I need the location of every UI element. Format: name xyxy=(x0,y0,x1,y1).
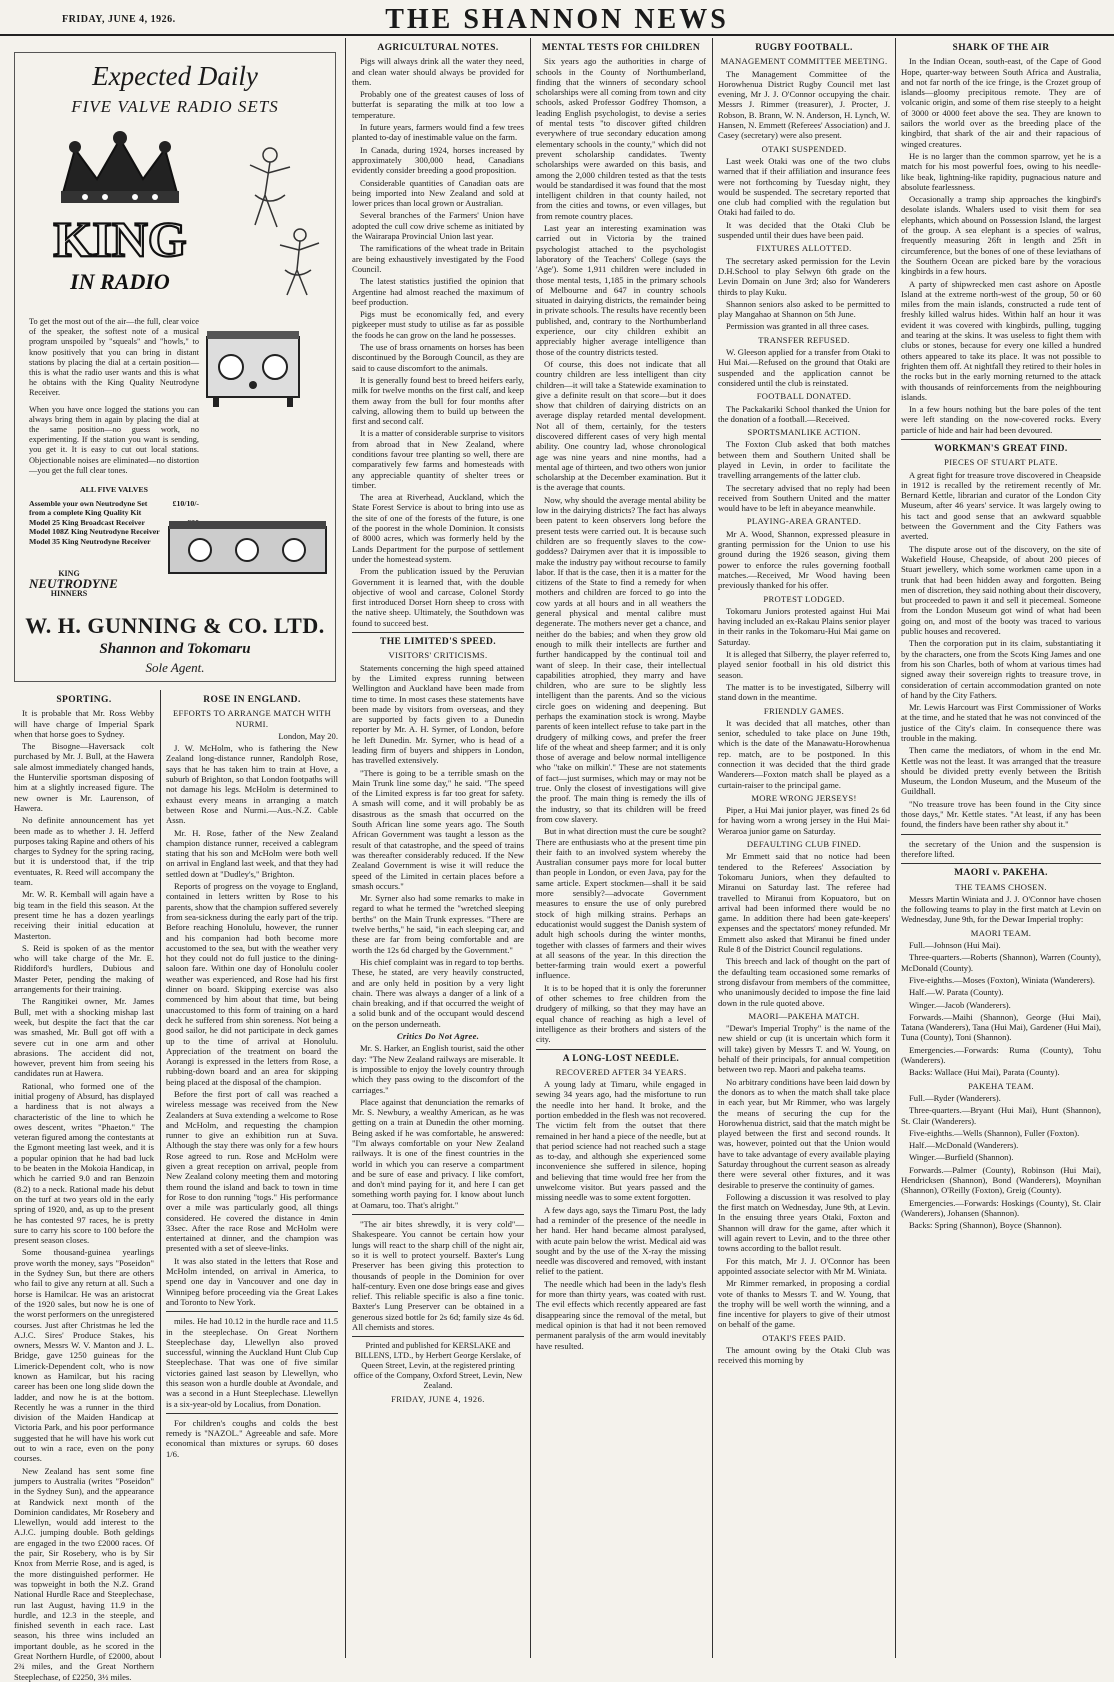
section-heading: PLAYING-AREA GRANTED. xyxy=(746,516,862,527)
column-rule xyxy=(160,690,161,1658)
team-line: Three-quarters.—Roberts (Shannon), Warren (County), McDonald (County). xyxy=(901,952,1101,973)
paragraph: It is alleged that Silberry, the player referred to, played senior football in his old district this season. xyxy=(718,649,890,680)
paragraph: It is to be hoped that it is only the forerunner of other schemes to free children from the drudgery of milking, so that they may have an equal chance of reaching as high a level of intelligence as their brothers and sisters of the city. xyxy=(536,982,706,1045)
paragraph: It was also stated in the letters that Rose and McHolm intended, on arrival in America, to spend one day in Vancouver and one day in Winnipeg before proceeding via the Great Lakes and Toronto to New York. xyxy=(166,1255,338,1307)
paragraph: It is a matter of considerable surprise to visitors from abroad that in New Zealand, where conditions favour tree planting so well, there are comparatively few farms and homesteads with any appreciable quantity of shelter trees or timber. xyxy=(352,428,524,490)
paragraph: J. W. McHolm, who is fathering the New Zealand long-distance runner, Randolph Rose, says that he has taken him to train at Hove, a suburb of Brighton, so that London footpaths will not damage his legs. McHolm is determined to exhaust every means in arranging a match between Rose and Nurmi.—Aus.-N.Z. Cable Assn. xyxy=(166,743,338,826)
paragraph: The use of brass ornaments on horses has been discontinued by the Borough Council, as they are said to cause discomfort to the animals. xyxy=(352,342,524,373)
sole-agent: Sole Agent. xyxy=(145,660,205,675)
paragraph: Rational, who formed one of the initial progeny of Absurd, has displayed a hardiness that is not always a characteristic of the line to which he owes descent, writes "Phaeton." The veteran figured among the contestants at the Egmont meeting last week, and it is a popular opinion that he had bad luck to be beaten in the Mokoia Handicap, in which he carried 9.0 and ran Benzoin (8.2) to a neck. Rational made his debut on the turf at two years old in the early spring of 1920, and, as up to the present he has contested 97 races, he is pretty sure to carry his score to 100 before the present season closes. xyxy=(14,1080,154,1246)
team-line: Backs: Spring (Shannon), Boyce (Shannon). xyxy=(909,1220,1062,1231)
section-heading: FOOTBALL DONATED. xyxy=(756,391,852,402)
paragraph: A few days ago, says the Timaru Post, the lady had a reminder of the presence of the needle in her hand. Her hand became almost paralysed, with acute pain below the wrist. Medical aid was sought and by the use of the X-ray the missing needle was discovered and removed, with instant relief to the patient. xyxy=(536,1204,706,1277)
paragraph: Now, why should the average mental ability be low in the dairying districts? The fact has always been patent to keen observers long before the present tests were carried out. It is because such children are so frequently slaves to the cow-goddess? Dairymen aver that it is impossible to make the industry pay without recourse to family labor. If that is the case, then it is a matter for the citizens of the State to find a remedy for when mothers and children are forced to go into the cow yards at all hours and in all weathers the general physical and mental calibre must degenerate. The mothers never get a chance, and neither do the babies; and when they grow old enough to milk their intellects are further and further handicapped by the continual toil and want of sleep. In their case, their intellectual capabilities atrophied, they marry and have children, who are sure to be slightly less intelligent than the parents. And so the vicious circle goes on widening and deepening. But perhaps the examination stock is wrong. Maybe parents of keen intellect refuse to take part in the drudgery of milking cows, and prefer the freer life of the wheat and sheep farmer; and it is only those of average and below normal intelligence who "take on milkin'." These are not statements of fact—just surmises, which may or may not be true. Only the closest of investigations will give the proof. The main thing is remedy the ills of the industry, so that its children will be freed from cow slavery. xyxy=(536,494,706,824)
paragraph: In future years, farmers would find a few trees planted to-day of inestimable value on the farm. xyxy=(352,122,524,143)
paragraph: The needle which had been in the lady's flesh for more than thirty years, was coated with rust. The evil effects which recently appeared are fast disappearing since the removal of the metal, but medical opinion is that had it not been removed permanent paralysis of the arm would inevitably have resulted. xyxy=(536,1278,706,1351)
paragraph: Mr A. Wood, Shannon, expressed pleasure in granting permission for the Union to use his ground during the 1926 season, giving them power to enforce the rules governing football matches.—Received, Mr Wood having been previously thanked for his offer. xyxy=(718,528,890,591)
paragraph: In the Indian Ocean, south-east, of the Cape of Good Hope, quarter-way between South Africa and Australia, and not far north of the ice fringe, is the Crozet group of islands—gloomy precipitous remote. They are of volcanic origin, and some of them rise steeply to a height of 3000 or 4000 feet above the sea. They are known to sailors the world over as the breeding place of the kingbird, that shark of the air and their rapacious of winged creatures. xyxy=(901,56,1101,149)
paragraph: No arbitrary conditions have been laid down by the donors as to when the match shall take place in each year, but Mr Rimmer, who was largely the means of securing the cup for the Horowhenua district, said that the match might be played between the first and second rounds. It was, however, pointed out that the Union would have to take advantage of every available playing Saturday throughout the current season as already there were several other fixtures, and it was desirable to preserve the continuity of games. xyxy=(718,1076,890,1190)
article-subtitle: MANAGEMENT COMMITTEE MEETING. xyxy=(720,56,888,67)
paragraph: The Rangitikei owner, Mr. James Bull, met with a shocking mishap last week, but despite the fact that the car was smashed, Mr. Bull got off with a severe cut in one arm and other abrasions. The accident did not, however, prevent him from seeing his candidates run at Hawera. xyxy=(14,996,154,1079)
paragraph: A party of shipwrecked men cast ashore on Apostle Island at the extreme north-west of the group, 50 or 60 miles from the main islands, constructed a rude tent of freshly killed walrus hides. Within half an hour it was evident it was covered with kingbirds, pulling, tugging and tearing at the skins. It was useless to fight them with clubs or stones, because for every one killed a hundred others appeared to take its place. It was not possible to frighten them off. At nightfall they retired to their holes in the rocks but in the early morning returned to the attack with thousands of reinforcements from the neighbouring islands. xyxy=(901,278,1101,402)
paragraph: Mr. W. R. Kemball will again have a big team in the field this season. At the present time he has a dozen yearlings receiving their initial education at Masterton. xyxy=(14,889,154,941)
paragraph: "Dewar's Imperial Trophy" is the name of the new shield or cup (it is uncertain which form it will take) given by Messrs T. and W. Young, on behalf of their principals, for annual competition between two rep. Maori and pakeha teams. xyxy=(718,1023,890,1075)
paragraph: The amount owing by the Otaki Club was received this morning by xyxy=(718,1345,890,1366)
paragraph: His chief complaint was in regard to top berths. These, he stated, are very heavily constructed, and are only held in position by a very light chain. There was always a danger of a link of a chain breaking, and if that occurred the weight of a solid bunk and of the occupant would descend on the person underneath. xyxy=(352,956,524,1029)
article-title: MENTAL TESTS FOR CHILDREN xyxy=(541,43,701,53)
lung-preserver-ad: "The air bites shrewdly, it is very cold"—Shakespeare. You cannot be certain how your lungs will react to the sharp chill of the night air, so it is well to protect yourself. Baxter's Lung Preserver has been giving this protection to thousands of people in the Dominion for over half-century. Even one dose brings ease and gives relief. This reliable specific is also a fine tonic. Baxter's Lung Preserver can be obtained in a generous sized bottle for 2s 6d; family size 4s 6d. All chemists and stores. xyxy=(352,1219,524,1333)
paragraph: The secretary advised that no reply had been received from Southern United and the matter would have to be left in abeyance meanwhile. xyxy=(718,482,890,514)
model-name: Model 35 King Neutrodyne Receiver xyxy=(29,536,151,546)
team-line: Three-quarters.—Bryant (Hui Mai), Hunt (Shannon), St. Clair (Wanderers). xyxy=(901,1105,1101,1126)
rugby-column xyxy=(718,40,890,1658)
newspaper-title: THE SHANNON NEWS xyxy=(385,4,729,35)
paragraph: Then the corporation put in its claim, substantiating it by the characters, one from the Scots King James and one from his son Charles, both of whom at various times had signed away their sovereign rights to treasure trove, in consideration of certain accommodation granted on note of hand by the City Fathers. xyxy=(901,638,1101,700)
rose-column xyxy=(166,692,338,1658)
paragraph: Some thousand-guinea yearlings prove worth the money, says "Poseidon" in the Sydney Sun, but there are others who fail to give any return at all. Such a horse is Hamilcar. He was an aristocrat of the 1920 sales, but now he is one of the worst performers on the unregistered courses. Just after Christmas he led the A.J.C. Sires' Produce Stakes, his owners, Messrs W. V. Manton and J. L. Bridge, gave 1250 guineas for the Limerick-Dependent colt, who is now known as Hamilcar, but his racing career has been one long slide down the ladder, and now he is at the bottom. Recently he was a runner in the third division of the Maiden Handicap at Victoria Park, and his poor performance suggested that he will have his work cut out to win a race, even on the pony courses. xyxy=(14,1247,154,1464)
article-title: RUGBY FOOTBALL. xyxy=(755,43,853,53)
paragraph: Mr Emmett said that no notice had been tendered to the Referees' Association by Tokomaru Juniors, when they defaulted to Miranui on Saturday last. The referee had travelled to Miranui from Kopuatoro, but on arrival had been informed there would be no game. In addition there had been gate-keepers' expenses and the spectators' money refunded. Mr Emmett also asked that Miranui be fined under Rule 8 of the District Council regulations. xyxy=(718,851,890,955)
subhead: Critics Do Not Agree. xyxy=(396,1031,480,1042)
paragraph: Pigs must be economically fed, and every pigkeeper must study to utilise as far as possible the foods he can grow on the land he possesses. xyxy=(352,309,524,340)
article-subtitle: THE TEAMS CHOSEN. xyxy=(955,881,1047,892)
paragraph: The Packakariki School thanked the Union for the donation of a football.—Received. xyxy=(718,403,890,424)
section-heading: FRIENDLY GAMES. xyxy=(763,705,845,716)
paragraph: The Foxton Club asked that both matches between them and Southern United shall be played in Levin, in order to facilitate the travelling arrangements of the latter club. xyxy=(718,439,890,481)
paragraph: New Zealand has sent some fine jumpers to Australia (writes "Poseidon" in the Sydney Sun), and the appearance at Randwick next month of the Dominion candidates, Mr Rosebery and Llewellyn, would add interest to the A.J.C. jumping double. Both geldings are engaged in the two £2000 races. Of the pair, Sir Rosebery, who is by Sir Knox from Merrie Rose, and is aged, is the more distinguished performer. He was topweight in both the N.Z. Grand National Hurdle Race and Steeplechase, run last August, having 11.9 in the hurdle, and 12.3 in the steeple, and finished seventh in each race. Last season, his three wins included an important double, as he scored in the Great Northern Hurdle, of £2000, about 2¾ miles, and the Great Northern Steeplechase, of £2250, 3½ miles. xyxy=(14,1465,154,1682)
paragraph: miles. He had 10.12 in the hurdle race and 11.5 in the steeplechase. On Great Northern Steeplechase day, Llewellyn also proved successful, winning the Auckland Hunt Club Cup Steeplechase. That was one of five similar victories gained last season by Llewellyn, who this season won a hurdle double at Avondale, and was a second in a Hunt Steeplechase. Llewellyn is a six-year-old by Localius, from Donation. xyxy=(166,1316,338,1409)
section-heading: TRANSFER REFUSED. xyxy=(758,334,850,345)
column-rule xyxy=(895,38,896,1658)
dateline: London, May 20. xyxy=(278,730,338,741)
paragraph: It is probable that Mr. Ross Webby will have charge of Imperial Spark when that horse goes to Sydney. xyxy=(14,708,154,739)
team-line: Winger.—Burfield (Shannon). xyxy=(909,1152,1014,1163)
paragraph: The Bisogne—Haversack colt purchased by Mr. J. Bull, at the Hawera sale almost immediately changed hands, the Huntervilie sportsman disposing of him at a slightly increased figure. The new owner is Mr. Laurenson, of Hawera. xyxy=(14,741,154,813)
team-heading: PAKEHA TEAM. xyxy=(968,1080,1034,1091)
paragraph: Shannon seniors also asked to be permitted to play Mangahao at Shannon on 5th June. xyxy=(718,298,890,320)
paragraph: The dispute arose out of the discovery, on the site of Wakefield House, Cheapside, of about 200 pieces of Stuart jewellery, which some workmen came upon in a trunk that had been hidden away and forgotten. Being men of discretion, they said nothing about their discovery, but proceeded to pawn it and sell it piecemeal. Someone from the London Museum got wind of what had been going on, and most of the booty was traced to various public houses and recovered. xyxy=(901,543,1101,637)
masthead xyxy=(0,0,1114,36)
paragraph: Mr. H. Rose, father of the New Zealand champion distance runner, received a cablegram stating that his son and McHolm were both well on arrival in England last week, and that they had settled down at "Dudley's," Brighton. xyxy=(166,827,338,879)
paragraph: Permission was granted in all three cases. xyxy=(726,321,869,332)
paragraph: He is no larger than the common sparrow, yet he is a match for his most powerful foes, owing to his needle-like beak, lightning-like rapidity, pugnacious nature and absolute fearlessness. xyxy=(901,150,1101,192)
paragraph: The area at Riverhead, Auckland, which the State Forest Service is about to bring into use as the site of one of the forests of the future, is one of the poorest in the whole Dominion. It consists of 8000 acres, which was formerly held by the Lands Department for the purpose of settlement under the homestead system. xyxy=(352,492,524,564)
paragraph: S. Reid is spoken of as the mentor who will take charge of the Mr. E. Riddiford's hurdlers, Dubious and Master Peter, pending the making of arrangements for their training. xyxy=(14,942,154,995)
right-column xyxy=(901,40,1101,1658)
company-location: Shannon and Tokomaru xyxy=(99,641,251,657)
dancers-illustration xyxy=(235,135,330,300)
paragraph: The secretary asked permission for the Levin D.H.School to play Selwyn 6th grade on the Levin Domain on June 3rd; also for Wanderers thirds to play Kuku. xyxy=(718,255,890,297)
paragraph: Mr. Syrner also had some remarks to make in regard to what he termed the "wretched sleeping berths" on the Main Trunk expresses. "There are twelve berths," he said, "in each sleeping car, and these are far from being comfortable and are worth the 12s 6d charged by the Government." xyxy=(352,893,524,955)
team-heading: MAORI TEAM. xyxy=(970,927,1032,938)
paragraph: Mr. S. Harker, an English tourist, said the other day: "The New Zealand railways are miserable. It is impossible to enjoy the lovely country through which they pass owing to the discomfort of the carriages." xyxy=(352,1043,524,1095)
ad-body-paragraph: To get the most out of the air—the full, clear voice of the speaker, the softest note of a musical program unspoiled by "squeals" and "howls," to know positively that you can bring in distant stations by placing the dial at a certain position—this is what the radio user wants and this is what he obtains with the King Quality Neutrodyne Receiver. xyxy=(29,317,199,398)
paragraph: Pigs will always drink all the water they need, and clean water should always be provided for them. xyxy=(352,56,524,87)
paragraph: Statements concerning the high speed attained by the Limited express running between Wellington and Auckland have been made from time to time. In most cases these statements have been made by visitors from overseas, and they are supported by facts given to a Dunedin reporter by Mr. A. H. Syrner, of London, before he left Dunedin. Mr. Syrner, who is head of a leading firm of buyers and shippers in London, has travelled extensively. xyxy=(352,662,524,766)
article-title: THE LIMITED'S SPEED. xyxy=(380,637,496,648)
article-subtitle: VISITORS' CRITICISMS. xyxy=(388,650,488,661)
paragraph: Piper, a Hui Mai junior player, was fined 2s 6d for having worn a wrong jersey in the Hui Mai-Weraroa junior game on Saturday. xyxy=(718,805,890,836)
paragraph: "There is going to be a terrible smash on the Main Trunk line some day," he said. "The speed of the Limited express is far too great for safety. A smash will come, and it will probably be as disastrous as the smash that occurred on the South African line some years ago. The South African Government was taught a lesson as the result of that catastrophe, and the speed of trains was thereafter considerably reduced. If the New Zealand Government is wise it will reduce the speed of the Limited in certain places before a smash occurs." xyxy=(352,767,524,891)
paragraph: A young lady at Timaru, while engaged in sewing 34 years ago, had the misfortune to run the needle into her hand. It broke, and the portion embedded in the flesh was not recovered. The victim felt from the outset that there remained in her hand a piece of the needle, but at that period science had not reached such a stage as to-day, and although she experienced some inconvenience she suffered in silence, hoping and believing that time would free her from the unwelcome visitor. But years passed and the missing needle was to some extent forgotten. xyxy=(536,1079,706,1203)
kit-label: Assemble your own Neutrodyne Set from a complete King Quality Kit xyxy=(29,498,148,517)
column-rule xyxy=(345,38,346,1658)
paragraph: Reports of progress on the voyage to England, contained in letters written by Rose to his parents, show that the champion suffered severely from sea-sickness during the early part of the trip. Before reaching Honolulu, however, the runner and his companion had both become more accustomed to the sea, but with the weather very hot they could not do full justice to the dining-saloon fare. Within one day of Honolulu cooler weather was experienced, and Rose had his first dinner on board. Skipping exercise was also commenced by him about that time, but being unaccustomed to this form of training on a hard deck he suffered from shin soreness. Not being a good sailor, he did not participate in deck games up to the time of arrival at Honolulu. Appreciation of the treatment on board the Aorangi is expressed in the letters from Rose, a rubbing-down board and an area for skipping being placed at the disposal of the champion. xyxy=(166,881,338,1087)
column-rule xyxy=(712,38,713,1658)
section-heading: MAORI—PAKEHA MATCH. xyxy=(748,1010,860,1021)
team-line: Emergencies.—Forwards: Ruma (County), Tohu (Wanderers). xyxy=(901,1044,1101,1066)
paragraph: Occasionally a tramp ship approaches the kingbird's desolate islands. Whalers used to visit them for sea elephants, which abound on Possession Island, the largest of the group. A sea elephant is a species of walrus, frequently measuring 26ft in length and 25ft in circumference, but the bones of one of these leviathans of the Southern Ocean are picked bare by the voracious kingbirds in a few hours. xyxy=(901,194,1101,277)
radio-set-illustration xyxy=(203,315,303,415)
section-heading: MORE WRONG JERSEYS! xyxy=(751,792,857,803)
paragraph: This breech and lack of thought on the part of the defaulting team occasioned some remarks of strong disfavour from members of the committee, who unanimously decided to impose the fine laid down in the rule quoted above. xyxy=(718,956,890,1008)
paragraph: From the publication issued by the Peruvian Government it is learned that, with the double objective of wool and carcase, Colonel Stordy first introduced Dorset Horn sheep to cross with the native sheep. Ultimately, the Southdown was found to succeed best. xyxy=(352,566,524,628)
article-title: WORKMAN'S GREAT FIND. xyxy=(934,443,1068,454)
paragraph: The matter is to be investigated, Silberry will stand down in the meantime. xyxy=(718,681,890,703)
ad-subheadline: FIVE VALVE RADIO SETS xyxy=(71,97,279,116)
article-title: ROSE IN ENGLAND. xyxy=(203,695,301,705)
paragraph: The Management Committee of the Horowhenua District Rugby Council met last evening, Mr J. J. O'Connor occupying the chair. Messrs J. Rimmer (treasurer), J. Procter, J. Robson, B. Brann, W. N. Anderson, H. Lynch, W. Hansen, N. Emmett (Referees' Association) and J. Casey (secretary) were also present. xyxy=(718,68,890,141)
paragraph: Mr. Lewis Harcourt was First Commissioner of Works at the time, and he stated that he was not convinced of the justice of the City's claim. In consequence there was trouble in the making. xyxy=(901,702,1101,743)
ad-body-paragraph: When you have once logged the stations you can always bring them in again by placing the dial at the same position—no guess work, no experimenting. If the station you want is sending, you get it. It is easy to cut out local stations. Objectionable noises are eliminated—no distortion—you get the full clear tones. xyxy=(29,404,199,475)
article-title: MAORI v. PAKEHA. xyxy=(954,868,1048,879)
paragraph: Before the first port of call was reached a wireless message was received from the New Zealanders at Suva extending a welcome to Rose and McHolm, and requesting the champion runner to give an exhibition run at Suva. Although the stay there was only for a few hours Rose agreed to run. Rose and McHolm were given a great reception on arrival, people from New Zealand colony meeting them and motoring them round the island and back to town in time for Rose to don running "togs." His performance over a mile was particularly good, all things considered. He covered the distance in 4min 33sec. After the race Rose and McHolm were entertained at dinner, and the champion was presented with a set of sleeve-links. xyxy=(166,1088,338,1254)
article-subtitle: PIECES OF STUART PLATE. xyxy=(944,457,1058,468)
paragraph: Last year an interesting examination was carried out in Victoria by the trained psychologist attached to the psychologist laboratory of the Teachers' College (says the 'Age'). Some 1,911 children were included in those mental tests, 1,185 in the primary schools of Melbourne and 647 in country schools situated in dairying districts, the remainder being in private schools. The results have recently been published, and, contrary to the Northumberland experience, our city children exhibit an appreciably higher average intelligence than those of the country districts tested. xyxy=(536,223,706,357)
team-line: Winger.—Jacob (Wanderers). xyxy=(909,999,1011,1010)
kit-price: £10/10/- xyxy=(172,498,199,508)
article-title: A LONG-LOST NEEDLE. xyxy=(562,1053,680,1064)
paragraph: Following a discussion it was resolved to play the first match on Wednesday, June 9th, at Levin. In the ensuing three years Otaki, Foxton and Shannon will draw for the game, after which it will again revert to Levin, and to the three other towns according to the ballot result. xyxy=(718,1191,890,1254)
imprint-text: Printed and published for KERSLAKE and BILLENS, LTD., by Herbert George Kerslake, of Queen Street, Levin, at the registered printing office of the Company, Oxford Street, Levin, New Zealand. xyxy=(353,1341,523,1391)
paragraph: Six years ago the authorities in charge of schools in the County of Northumberland, finding that the winners of secondary school scholarships were all coming from town and city schools, asked Professor Godfrey Thomson, a leading English psychologist, to devise a series of mental tests "to discover gifted children everywhere of true secondary education among elementary schools in the county," which did not prevent scholarship candidates. Twenty scholarships were awarded on this basis, and among the 2,000 children tested as that the tests would be standardised it was found that the most intelligent children in that county hailed, not from the cities and towns, or even villages, but from remote country places. xyxy=(536,56,706,221)
radio-advertisement xyxy=(14,52,336,682)
paragraph: Several branches of the Farmers' Union have adopted the cull cow drive scheme as initiated by the Wairarapa Provincial Union last year. xyxy=(352,210,524,242)
paragraph: A great fight for treasure trove discovered in Cheapside in 1912 is recalled by the retirement recently of Mr. Bernard Kettle, librarian and curator of the London City Museum, after 46 years' service. It was largely owing to his tact and good sense that an awkward squabble between the Government and the City Fathers was averted. xyxy=(901,469,1101,542)
paragraph: Tokomaru Juniors protested against Hui Mai having included an ex-Rakau Plains senior player in their ranks in the Tokomaru-Hui Mai game on Saturday. xyxy=(718,605,890,647)
neutrodyne-set-illustration xyxy=(165,513,330,583)
paragraph: Mr Rimmer remarked, in proposing a cordial vote of thanks to Messrs T. and W. Young, that the trophy will be well worth the winning, and a fine incentive for players to give of their utmost on behalf of the game. xyxy=(718,1278,890,1330)
team-line: Half.—W. Parata (County). xyxy=(909,987,1004,998)
team-line: Forwards.—Palmer (County), Robinson (Hui Mai), Hendricksen (Shannon), Bond (Wanderers), Moynihan (Shannon), O'Reilly (Foxton), Greig (County). xyxy=(901,1164,1101,1196)
paragraph: W. Gleeson applied for a transfer from Otaki to Hui Mai.—Refused on the ground that Otaki are suspended and the application cannot be considered until the club is reinstated. xyxy=(718,347,890,388)
neutrodyne-logo xyxy=(29,569,118,599)
paragraph: It was decided that the Otaki Club be suspended until their dues have been paid. xyxy=(718,219,890,241)
paragraph: Place against that denunciation the remarks of Mr. S. Newbury, a wealthy American, as he was getting on a train at Dunedin the other morning. Being asked if he was comfortable, he answered: "I'm always comfortable on your New Zealand railways. It is one of the finest countries in the world in which you can reserve a compartment and be sure of ease and privacy. I like comfort, and don't mind paying for it, and here I can get something worth paying for. I know about lunch at Oamaru, too. That's alright." xyxy=(352,1096,524,1210)
paragraph: No definite announcement has yet been made as to whether J. H. Jefferd purposes taking Rapine and others of his charges to Sydney for the spring racing, but it is understood that, if the trip eventuates, R. Reed will accompany the team. xyxy=(14,815,154,888)
team-line: Full.—Ryder (Wanderers). xyxy=(909,1092,1001,1103)
column-rule xyxy=(530,38,531,1658)
agri-column xyxy=(352,40,524,1658)
ad-headline: Expected Daily xyxy=(92,61,258,91)
article-subtitle: EFFORTS TO ARRANGE MATCH WITH NURMI. xyxy=(172,708,332,729)
paragraph: For this match, Mr J. J. O'Connor has been appointed associate selector with Mr M. Winiata. xyxy=(718,1255,890,1276)
paragraph: Then came the mediators, of whom in the end Mr. Kettle was not the least. It was arranged that the treasure should be divided pretty evenly between the British Museum, the London Museum, and the Museum of the Guildhall. xyxy=(901,745,1101,797)
section-heading: OTAKI'S FEES PAID. xyxy=(762,1332,846,1343)
company-name: W. H. GUNNING & CO. LTD. xyxy=(25,613,325,638)
article-title: SPORTING. xyxy=(56,695,112,705)
article-subtitle: RECOVERED AFTER 34 YEARS. xyxy=(555,1066,687,1077)
section-heading: DEFAULTING CLUB FINED. xyxy=(746,839,862,850)
imprint xyxy=(352,1341,524,1405)
paragraph: The latest statistics justified the opinion that Argentine had almost reached the maximum of beef production. xyxy=(352,276,524,307)
paragraph: It is generally found best to breed heifers early, milk for twelve months on the first calf, and keep them away from the bull for four months after calving, allowing them to build up between the first and second calf. xyxy=(352,374,524,427)
mental-column xyxy=(536,40,706,1658)
section-heading: OTAKI SUSPENDED. xyxy=(761,143,847,154)
imprint-date: FRIDAY, JUNE 4, 1926. xyxy=(391,1395,485,1405)
team-line: Emergencies.—Forwards: Hoskings (County), St. Clair (Wanderers), Johansen (Shannon). xyxy=(901,1197,1101,1218)
section-heading: PROTEST LODGED. xyxy=(763,593,845,604)
team-line: Forwards.—Maihi (Shannon), George (Hui Mai), Tatana (Wanderers), Tana (Hui Mai), Gardener (Hui Mai), Tuna (County), Toni (Shannon). xyxy=(901,1011,1101,1043)
paragraph: Messrs Martin Winiata and J. J. O'Connor have chosen the following teams to play in the first match at Levin on Wednesday, June 9th, for the Dewar Imperial trophy: xyxy=(901,893,1101,925)
section-heading: SPORTSMANLIKE ACTION. xyxy=(747,427,861,438)
brand-sub-lettering: IN RADIO xyxy=(70,269,170,294)
nd-line: NEUTRODYNE xyxy=(29,576,118,591)
team-line: Backs: Wallace (Hui Mai), Parata (County). xyxy=(909,1067,1060,1078)
brand-lettering: KING xyxy=(53,211,187,267)
paragraph: In a few hours nothing but the bare poles of the tent were left standing on the now-covered rocks. Every particle of hide and hair had been devoured. xyxy=(901,404,1101,435)
team-line: Five-eighths.—Wells (Shannon), Fuller (Foxton). xyxy=(909,1127,1080,1138)
paragraph: But in what direction must the cure be sought? There are enthusiasts who at the present time pin their faith to an involved system whereby the Australian consumer pays more for local butter than people in London, or even Java, pay for the same article. Expert stockmen—shall it be said more sensibly?—advocate Government measures to ensure the use of only purebred stock of high milking strains. Perhaps an educationist would suggest the Danish system of adult high schools during the winter months, together with classes of farmers and their wives at all seasons of the year. In this direction the better-farming train would exert a powerful influence. xyxy=(536,826,706,981)
king-crown-logo xyxy=(45,131,195,301)
model-name: Model 108Z King Neutrodyne Receiver xyxy=(29,527,160,536)
nazol-ad: For children's coughs and colds the best remedy is "NAZOL." Agreeable and safe. More economical than mixtures or syrups. 60 doses 1/6. xyxy=(166,1417,338,1459)
nd-line: KING xyxy=(58,569,80,578)
paragraph: the secretary of the Union and the suspension is therefore lifted. xyxy=(901,838,1101,859)
valves-title: ALL FIVE VALVES xyxy=(80,485,148,494)
nd-line: HINNERS xyxy=(50,589,88,598)
paragraph: In Canada, during 1924, horses increased by approximately 300,000 head, Canadians evidently consider breeding a good proposition. xyxy=(352,144,524,176)
ad-body xyxy=(29,317,199,482)
paragraph: Of course, this does not indicate that all country children are less intelligent than city children—it will take a Statewide examination to give a definite result on that score—but it does show that children of dairying districts on an average display retarded mental development. Not all of them, certainly, for the testers discovered different cases of very high mental ability. One country lad, whose chronological age was nine years and nine months, had a mental age of thirteen, and two others won junior scholarship at the December examination. But it is the average that counts. xyxy=(536,358,706,493)
model-name: Model 25 King Broadcast Receiver xyxy=(29,517,145,527)
paragraph: It was decided that all matches, other than senior, scheduled to take place on June 19th, which is the date of the Manawatu-Horowhenua rep. match, are to be postponed. In this connection it was decided that the third grade Wanderers—Foxton match shall be played as a curtain-raiser to the principal game. xyxy=(718,717,890,790)
paragraph: Considerable quantities of Canadian oats are being imported into New Zealand and sold at lower prices than local grown or Australian. xyxy=(352,177,524,209)
article-title: AGRICULTURAL NOTES. xyxy=(377,43,499,53)
section-heading: FIXTURES ALLOTTED. xyxy=(756,243,852,254)
team-line: Half.—McDonald (Wanderers). xyxy=(909,1140,1019,1151)
sporting-column xyxy=(14,692,154,1682)
article-title: SHARK OF THE AIR xyxy=(952,43,1050,53)
paragraph: Probably one of the greatest causes of loss of butterfat is separating the milk at too low a temperature. xyxy=(352,89,524,120)
team-line: Full.—Johnson (Hui Mai). xyxy=(909,940,1001,951)
paragraph: Last week Otaki was one of the two clubs warned that if their affiliation and insurance fees were not forthcoming by Tuesday night, they would be suspended. The secretary reported that one club had complied with the regulation but Otaki had failed to do. xyxy=(718,155,890,218)
issue-date: FRIDAY, JUNE 4, 1926. xyxy=(62,14,176,25)
team-line: Five-eighths.—Moses (Foxton), Winiata (Wanderers). xyxy=(909,974,1095,985)
paragraph: "No treasure trove has been found in the City since those days," Mr. Kettle states. "At least, if any has been found, the finders have been rather shy about it." xyxy=(901,798,1101,830)
paragraph: The ramifications of the wheat trade in Britain are being exhaustively investigated by the Food Council. xyxy=(352,243,524,274)
